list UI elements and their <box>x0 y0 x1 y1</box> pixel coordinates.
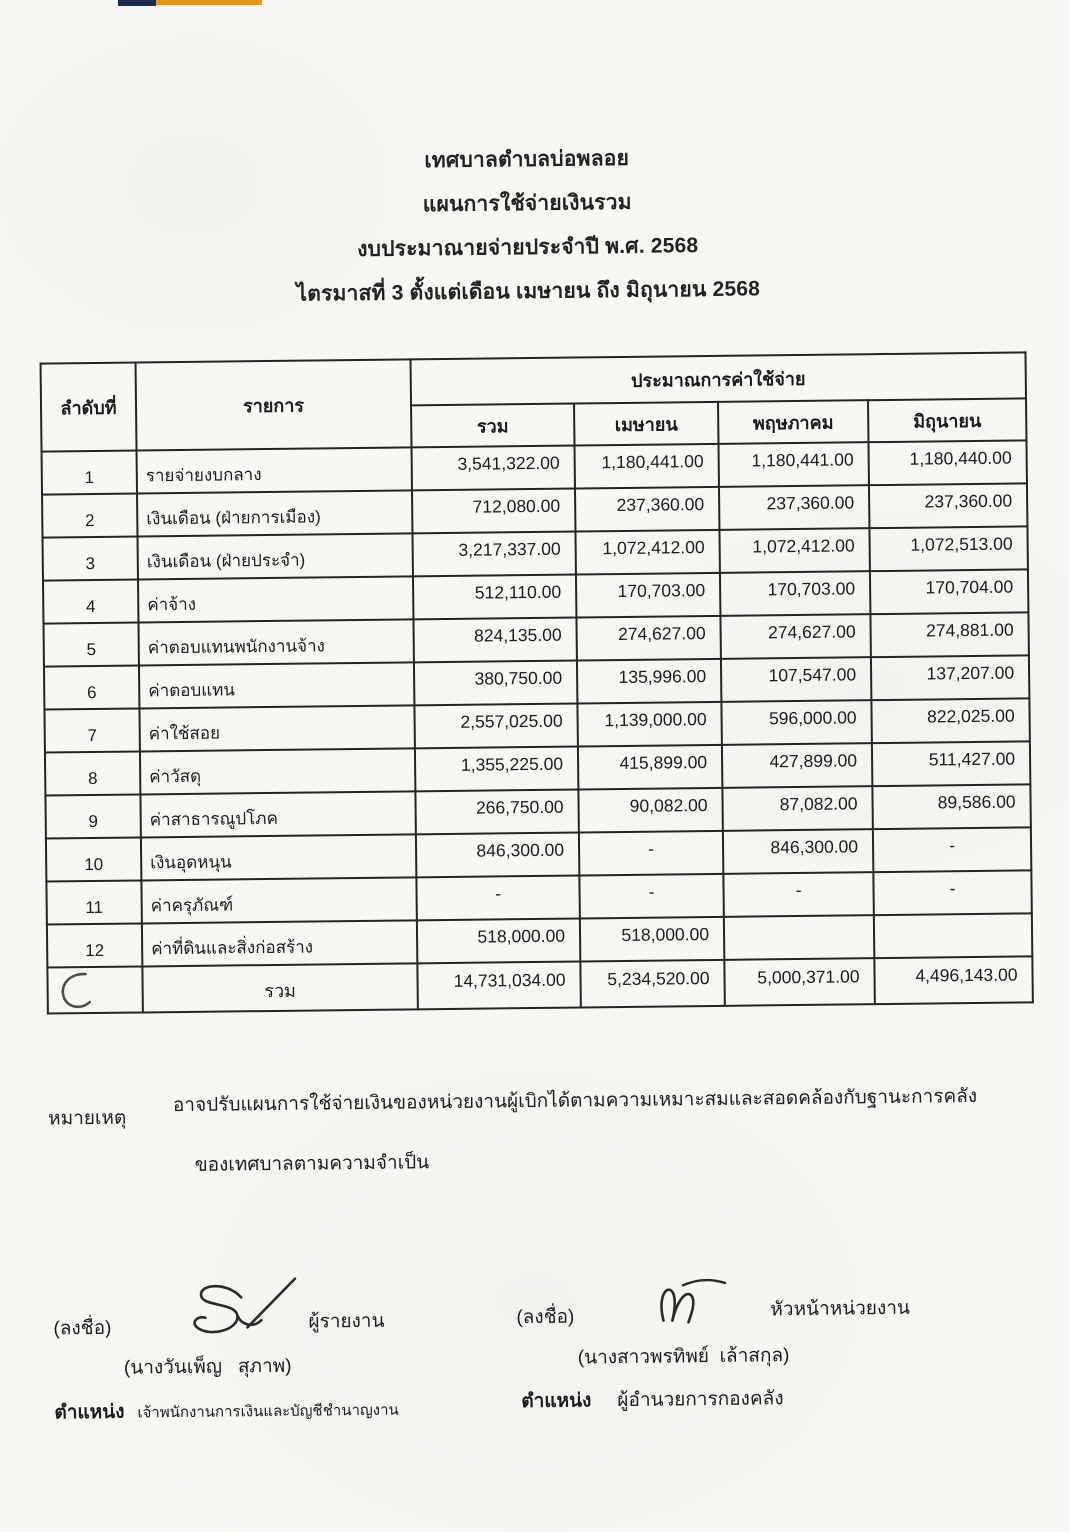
row-no: 1 <box>42 450 137 494</box>
row-apr: - <box>579 831 723 876</box>
row-may: 237,360.00 <box>719 485 869 530</box>
row-total: 824,135.00 <box>413 618 576 663</box>
right-sign-label: (ลงชื่อ) <box>516 1306 575 1329</box>
row-total: 846,300.00 <box>416 832 579 877</box>
header-june: มิถุนายน <box>868 398 1026 442</box>
header-total: รวม <box>411 404 574 448</box>
handwritten-check-mark <box>53 969 100 1018</box>
row-total: 266,750.00 <box>415 789 578 834</box>
row-jun <box>874 913 1033 958</box>
row-total: 3,217,337.00 <box>412 532 575 577</box>
row-item: ค่าตอบแทน <box>139 662 414 708</box>
row-no: 9 <box>45 794 140 838</box>
row-apr: 415,899.00 <box>578 745 722 790</box>
header-estimate-group: ประมาณการค่าใช้จ่าย <box>411 352 1027 405</box>
row-no: 2 <box>42 493 137 537</box>
total-total: 14,731,034.00 <box>417 961 581 1009</box>
row-no: 10 <box>46 837 141 881</box>
row-apr: - <box>579 874 723 919</box>
row-total: - <box>416 875 579 920</box>
row-item: ค่าวัสดุ <box>140 748 415 794</box>
row-jun: - <box>873 827 1032 872</box>
row-no: 3 <box>43 536 138 580</box>
row-jun: 274,881.00 <box>870 612 1029 657</box>
row-item: ค่าจ้าง <box>138 576 413 622</box>
row-apr: 1,139,000.00 <box>577 702 721 747</box>
row-may: 107,547.00 <box>721 657 871 702</box>
row-may: 596,000.00 <box>721 700 871 745</box>
row-apr: 1,072,412.00 <box>575 530 719 575</box>
header-may: พฤษภาคม <box>718 400 868 444</box>
row-jun: 89,586.00 <box>872 784 1031 829</box>
row-jun: 511,427.00 <box>872 741 1031 786</box>
row-item: ค่าสาธารณูปโภค <box>140 791 415 837</box>
row-no: 12 <box>47 923 142 967</box>
right-signature <box>653 1276 738 1329</box>
row-apr: 90,082.00 <box>578 788 722 833</box>
row-item: ค่าตอบแทนพนักงานจ้าง <box>138 619 413 665</box>
row-item: เงินอุดหนุน <box>141 834 416 880</box>
left-signature <box>183 1275 304 1344</box>
row-no: 8 <box>45 751 140 795</box>
header-april: เมษายน <box>574 402 718 446</box>
total-jun: 4,496,143.00 <box>874 956 1033 1004</box>
row-no: 7 <box>44 708 139 752</box>
row-may <box>724 915 874 960</box>
table-total-row <box>47 956 1032 1013</box>
row-apr: 135,996.00 <box>577 659 721 704</box>
row-jun: 1,180,440.00 <box>868 440 1027 485</box>
row-may: 427,899.00 <box>722 743 872 788</box>
quarter-title: ไตรมาสที่ 3 ตั้งแต่เดือน เมษายน ถึง มิถุนายน 2568 <box>296 277 761 306</box>
row-may: 274,627.00 <box>720 614 870 659</box>
note-label: หมายเหตุ <box>47 1107 127 1130</box>
left-position-label: ตำแหน่ง <box>54 1401 125 1424</box>
row-no: 4 <box>43 579 138 623</box>
left-sign-role: ผู้รายงาน <box>308 1310 385 1333</box>
row-item: รายจ่ายงบกลาง <box>137 447 412 493</box>
row-jun: 822,025.00 <box>871 698 1030 743</box>
row-no: 5 <box>43 622 138 666</box>
row-item: ค่าใช้สอย <box>139 705 414 751</box>
row-item: เงินเดือน (ฝ่ายการเมือง) <box>137 490 412 536</box>
row-jun: 137,207.00 <box>871 655 1030 700</box>
row-may: 1,180,441.00 <box>718 442 868 487</box>
row-apr: 1,180,441.00 <box>574 444 718 489</box>
left-position-value: เจ้าพนักงานการเงินและบัญชีชำนาญงาน <box>137 1401 399 1422</box>
row-apr: 274,627.00 <box>576 616 720 661</box>
row-no: 6 <box>44 665 139 709</box>
total-may: 5,000,371.00 <box>724 958 875 1006</box>
header-no: ลำดับที่ <box>41 362 137 451</box>
row-jun: - <box>873 870 1032 915</box>
total-apr: 5,234,520.00 <box>580 960 725 1008</box>
row-total: 512,110.00 <box>413 575 576 620</box>
left-sign-label: (ลงชื่อ) <box>53 1317 112 1340</box>
row-total: 2,557,025.00 <box>414 704 577 749</box>
note-text-line2: ของเทศบาลตามความจำเป็น <box>194 1152 430 1176</box>
note-text-line1: อาจปรับแผนการใช้จ่ายเงินของหน่วยงานผู้เบิกได้ตามความเหมาะสมและสอดคล้องกับฐานะการคลัง <box>172 1085 978 1117</box>
row-may: - <box>723 872 873 917</box>
right-sign-role: หัวหน้าหน่วยงาน <box>770 1297 911 1321</box>
header-item: รายการ <box>136 359 412 450</box>
right-position-value: ผู้อำนวยการกองคลัง <box>617 1388 784 1412</box>
right-position-label: ตำแหน่ง <box>521 1390 592 1413</box>
row-jun: 1,072,513.00 <box>869 526 1028 571</box>
org-title: เทศบาลตำบลบ่อพลอย <box>424 146 630 173</box>
row-item: ค่าที่ดินและสิ่งก่อสร้าง <box>142 920 417 966</box>
row-apr: 237,360.00 <box>575 487 719 532</box>
row-total: 712,080.00 <box>412 489 575 534</box>
row-may: 1,072,412.00 <box>719 528 869 573</box>
row-total: 380,750.00 <box>414 661 577 706</box>
row-may: 170,703.00 <box>720 571 870 616</box>
row-item: ค่าครุภัณฑ์ <box>141 877 416 923</box>
expenditure-table <box>40 351 1034 1014</box>
budget-year-title: งบประมาณายจ่ายประจำปี พ.ศ. 2568 <box>357 234 699 261</box>
row-no: 11 <box>46 880 141 924</box>
row-item: เงินเดือน (ฝ่ายประจำ) <box>138 533 413 579</box>
right-sign-name: (นางสาวพรทิพย์ เล้าสกุล) <box>577 1345 790 1369</box>
plan-title: แผนการใช้จ่ายเงินรวม <box>422 190 632 217</box>
row-apr: 170,703.00 <box>576 573 720 618</box>
total-label: รวม <box>142 963 418 1012</box>
row-jun: 170,704.00 <box>870 569 1029 614</box>
row-total: 518,000.00 <box>417 918 580 963</box>
row-total: 1,355,225.00 <box>415 747 578 792</box>
row-total: 3,541,322.00 <box>412 446 575 491</box>
document-title-block <box>0 132 1063 320</box>
left-sign-name: (นางวันเพ็ญ สุภาพ) <box>123 1355 292 1379</box>
row-apr: 518,000.00 <box>580 917 724 962</box>
row-may: 846,300.00 <box>723 829 873 874</box>
row-jun: 237,360.00 <box>869 483 1028 528</box>
row-may: 87,082.00 <box>722 786 872 831</box>
